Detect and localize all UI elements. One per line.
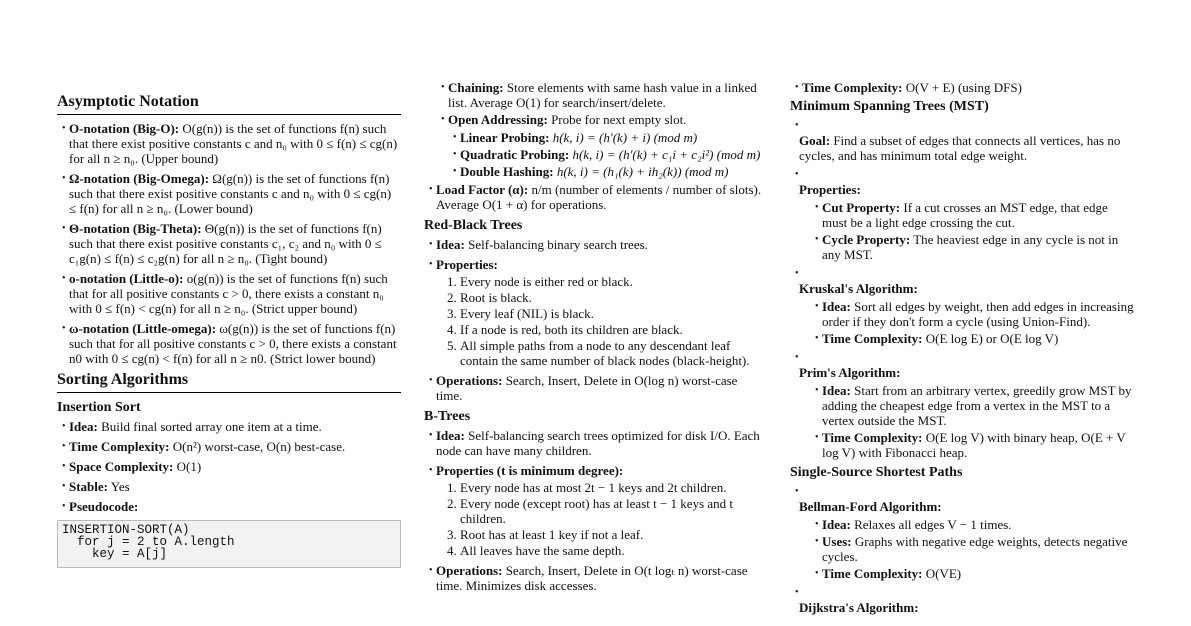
rb-properties-label: Properties: xyxy=(436,257,498,272)
double-label: Double Hashing: xyxy=(460,164,554,179)
pseudocode-label: Pseudocode: xyxy=(69,499,139,514)
bf-time-text: O(VE) xyxy=(925,566,962,581)
subsection-title-insertion-sort: Insertion Sort xyxy=(57,400,141,415)
rb-operations-label: Operations: xyxy=(436,373,503,388)
list-item-bf-time xyxy=(810,566,1135,581)
prim-time-text: O(E log V) with binary heap, O(E + V log V) with Fibonacci heap. xyxy=(822,430,1126,460)
list-item-kruskal-time xyxy=(810,331,1135,346)
kruskal-idea-text: Sort all edges by weight, then add edges in increasing order if they don't form a cycle (using Union-Find). xyxy=(822,299,1134,329)
list-item-double xyxy=(448,164,762,179)
double-text: h(k, i) = (h₁(k) + ih₂(k)) (mod m) xyxy=(556,164,729,179)
rb-idea-label: Idea: xyxy=(436,237,465,252)
list-item-big-theta xyxy=(57,221,401,266)
column-3 xyxy=(790,80,1135,619)
mst-list xyxy=(790,118,1135,460)
chaining-label: Chaining: xyxy=(448,80,504,95)
list-item-bf-uses xyxy=(810,534,1135,564)
insertion-sort-list xyxy=(57,419,401,514)
list-item-load-factor xyxy=(424,182,762,212)
space-text: O(1) xyxy=(176,459,202,474)
mst-properties-label: • Properties: xyxy=(799,182,861,197)
list-item-open-addressing xyxy=(436,112,762,179)
prim-idea-label: Idea: xyxy=(822,383,851,398)
bt-properties-list xyxy=(436,480,762,558)
big-theta-label: Θ-notation (Big-Theta): xyxy=(69,221,202,236)
list-item-space xyxy=(57,459,401,474)
list-item-mst-properties xyxy=(790,167,1135,262)
bf-idea-label: Idea: xyxy=(822,517,851,532)
bt-property: 3. Root has at least 1 key if not a leaf. xyxy=(460,527,762,542)
bf-idea-text: Relaxes all edges V − 1 times. xyxy=(854,517,1012,532)
cut-label: Cut Property: xyxy=(822,200,901,215)
kruskal-list xyxy=(802,299,1135,346)
idea-label: Idea: xyxy=(69,419,98,434)
kruskal-label: • Kruskal's Algorithm: xyxy=(799,281,918,296)
dijkstra-label: • Dijkstra's Algorithm: xyxy=(799,600,919,615)
big-o-label: O-notation (Big-O): xyxy=(69,121,180,136)
prim-label: • Prim's Algorithm: xyxy=(799,365,901,380)
section-title-asymptotic: Asymptotic Notation xyxy=(57,93,401,115)
prim-list xyxy=(802,383,1135,460)
list-item-pseudocode xyxy=(57,499,401,514)
list-item-kruskal xyxy=(790,266,1135,346)
list-item-time xyxy=(57,439,401,454)
big-theta-text: Θ(g(n)) is the set of functions f(n) such that there exist positive constants c₁, c₂ and n₀ with 0 ≤ c₁g(n) ≤ f(n) ≤ c₂g(n) for all n ≥ n₀. (Tight bound) xyxy=(69,221,382,266)
red-black-list xyxy=(424,237,762,403)
list-item-little-omega xyxy=(57,321,401,366)
bt-properties-label: Properties (t is minimum degree): xyxy=(436,463,624,478)
section-title-sssp: Single-Source Shortest Paths xyxy=(790,465,963,480)
bf-uses-text: Graphs with negative edge weights, detects negative cycles. xyxy=(822,534,1128,564)
open-addressing-text: Probe for next empty slot. xyxy=(551,112,687,127)
asymptotic-list xyxy=(57,121,401,366)
probing-list xyxy=(448,130,762,179)
b-tree-list xyxy=(424,428,762,593)
list-item-goal xyxy=(790,118,1135,163)
bt-property: 1. Every node has at most 2t − 1 keys and 2t children. xyxy=(460,480,762,495)
bt-operations-label: Operations: xyxy=(436,563,503,578)
dfs-time-label: Time Complexity: xyxy=(802,80,903,95)
cycle-label: Cycle Property: xyxy=(822,232,911,247)
cut-text: If a cut crosses an MST edge, that edge must be a light edge crossing the cut. xyxy=(822,200,1108,230)
list-item-prim xyxy=(790,350,1135,460)
bt-operations-text: Search, Insert, Delete in O(t logₜ n) worst-case time. Minimizes disk accesses. xyxy=(436,563,748,593)
list-item-bt-properties xyxy=(424,463,762,558)
list-item-big-o xyxy=(57,121,401,166)
rb-property: 2. Root is black. xyxy=(460,290,762,305)
linear-text: h(k, i) = (h′(k) + i) (mod m) xyxy=(552,130,698,145)
rb-idea-text: Self-balancing binary search trees. xyxy=(468,237,648,252)
space-label: Space Complexity: xyxy=(69,459,174,474)
list-item-cycle xyxy=(810,232,1135,262)
list-item-prim-idea xyxy=(810,383,1135,428)
bf-time-label: Time Complexity: xyxy=(822,566,923,581)
bellman-ford-list xyxy=(802,517,1135,581)
list-item-dijkstra xyxy=(790,585,1135,615)
list-item-stable xyxy=(57,479,401,494)
little-o-text: o(g(n)) is the set of functions f(n) such that for all positive constants c > 0, there exists a constant n₀ with 0 ≤ f(n) < cg(n) for all n ≥ n₀. (Strict upper bound) xyxy=(69,271,388,316)
stable-label: Stable: xyxy=(69,479,108,494)
big-o-text: O(g(n)) is the set of functions f(n) such that there exist positive constants c and n₀ with 0 ≤ f(n) ≤ cg(n) for all n ≥ n₀. (Upper bound) xyxy=(69,121,398,166)
rb-property: 4. If a node is red, both its children are black. xyxy=(460,322,762,337)
bf-uses-label: Uses: xyxy=(822,534,852,549)
list-item-idea xyxy=(57,419,401,434)
prim-idea-text: Start from an arbitrary vertex, greedily grow MST by adding the cheapest edge from a vertex in the MST to a vertex outside the MST. xyxy=(822,383,1132,428)
linear-label: Linear Probing: xyxy=(460,130,550,145)
kruskal-time-text: O(E log E) or O(E log V) xyxy=(925,331,1059,346)
little-omega-text: ω(g(n)) is the set of functions f(n) such that for all positive constants c > 0, there exists a constant n0 with 0 ≤ cg(n) < f(n) for all n ≥ n0. (Strict lower bound) xyxy=(69,321,397,366)
kruskal-idea-label: Idea: xyxy=(822,299,851,314)
bellman-ford-label: • Bellman-Ford Algorithm: xyxy=(799,499,942,514)
list-item-bellman-ford xyxy=(790,484,1135,581)
collision-list xyxy=(424,80,762,179)
idea-text: Build final sorted array one item at a time. xyxy=(101,419,322,434)
time-label: Time Complexity: xyxy=(69,439,170,454)
big-omega-label: Ω-notation (Big-Omega): xyxy=(69,171,210,186)
prim-time-label: Time Complexity: xyxy=(822,430,923,445)
section-title-mst: Minimum Spanning Trees (MST) xyxy=(790,99,989,114)
stable-text: Yes xyxy=(110,479,130,494)
load-factor-label: Load Factor (α): xyxy=(436,182,529,197)
list-item-rb-properties xyxy=(424,257,762,368)
list-item-kruskal-idea xyxy=(810,299,1135,329)
column-1 xyxy=(57,93,401,568)
quadratic-text: h(k, i) = (h′(k) + c₁i + c₂i²) (mod m) xyxy=(572,147,761,162)
big-omega-text: Ω(g(n)) is the set of functions f(n) such that there exist positive constants c and n₀ with 0 ≤ cg(n) ≤ f(n) for all n ≥ n₀. (Lower bound) xyxy=(69,171,392,216)
sssp-list xyxy=(790,484,1135,615)
rb-property: 3. Every leaf (NIL) is black. xyxy=(460,306,762,321)
goal-text: Find a subset of edges that connects all vertices, has no cycles, and has minimum total edge weight. xyxy=(799,133,1121,163)
dfs-list xyxy=(790,80,1135,95)
list-item-cut xyxy=(810,200,1135,230)
cycle-text: The heaviest edge in any cycle is not in any MST. xyxy=(822,232,1119,262)
little-omega-label: ω-notation (Little-omega): xyxy=(69,321,217,336)
time-text: O(n²) worst-case, O(n) best-case. xyxy=(172,439,346,454)
rb-properties-list xyxy=(436,274,762,368)
list-item-dfs-time xyxy=(790,80,1135,95)
load-factor-list xyxy=(424,182,762,212)
bt-idea-text: Self-balancing search trees optimized for disk I/O. Each node can have many children. xyxy=(436,428,760,458)
bt-property: 2. Every node (except root) has at least t − 1 keys and t children. xyxy=(460,496,762,526)
section-title-red-black: Red-Black Trees xyxy=(424,218,523,233)
mst-properties-list xyxy=(802,200,1135,262)
open-addressing-label: Open Addressing: xyxy=(448,112,548,127)
goal-label: Goal: xyxy=(799,133,831,148)
rb-property: 5. All simple paths from a node to any descendant leaf contain the same number of black nodes (black-height). xyxy=(460,338,762,368)
list-item-quadratic xyxy=(448,147,762,162)
dfs-time-text: O(V + E) (using DFS) xyxy=(905,80,1022,95)
pseudocode-block: INSERTION-SORT(A) for j = 2 to A.length key = A[j] xyxy=(57,520,401,568)
goal-block xyxy=(799,118,1135,163)
list-item-bt-idea xyxy=(424,428,762,458)
rb-property: 1. Every node is either red or black. xyxy=(460,274,762,289)
chaining-text: Store elements with same hash value in a linked list. Average O(1) for search/insert/delete. xyxy=(448,80,757,110)
list-item-linear xyxy=(448,130,762,145)
list-item-bf-idea xyxy=(810,517,1135,532)
list-item-big-omega xyxy=(57,171,401,216)
list-item-prim-time xyxy=(810,430,1135,460)
little-o-label: o-notation (Little-o): xyxy=(69,271,184,286)
list-item-rb-idea xyxy=(424,237,762,252)
bt-property: 4. All leaves have the same depth. xyxy=(460,543,762,558)
list-item-bt-operations xyxy=(424,563,762,593)
column-2 xyxy=(424,80,762,598)
kruskal-time-label: Time Complexity: xyxy=(822,331,923,346)
list-item-rb-operations xyxy=(424,373,762,403)
rb-operations-text: Search, Insert, Delete in O(log n) worst-case time. xyxy=(436,373,738,403)
list-item-chaining xyxy=(436,80,762,110)
list-item-little-o xyxy=(57,271,401,316)
load-factor-text: n/m (number of elements / number of slots). Average O(1 + α) for operations. xyxy=(436,182,762,212)
quadratic-label: Quadratic Probing: xyxy=(460,147,570,162)
section-title-b-trees: B-Trees xyxy=(424,409,471,424)
bt-idea-label: Idea: xyxy=(436,428,465,443)
section-title-sorting: Sorting Algorithms xyxy=(57,371,401,393)
